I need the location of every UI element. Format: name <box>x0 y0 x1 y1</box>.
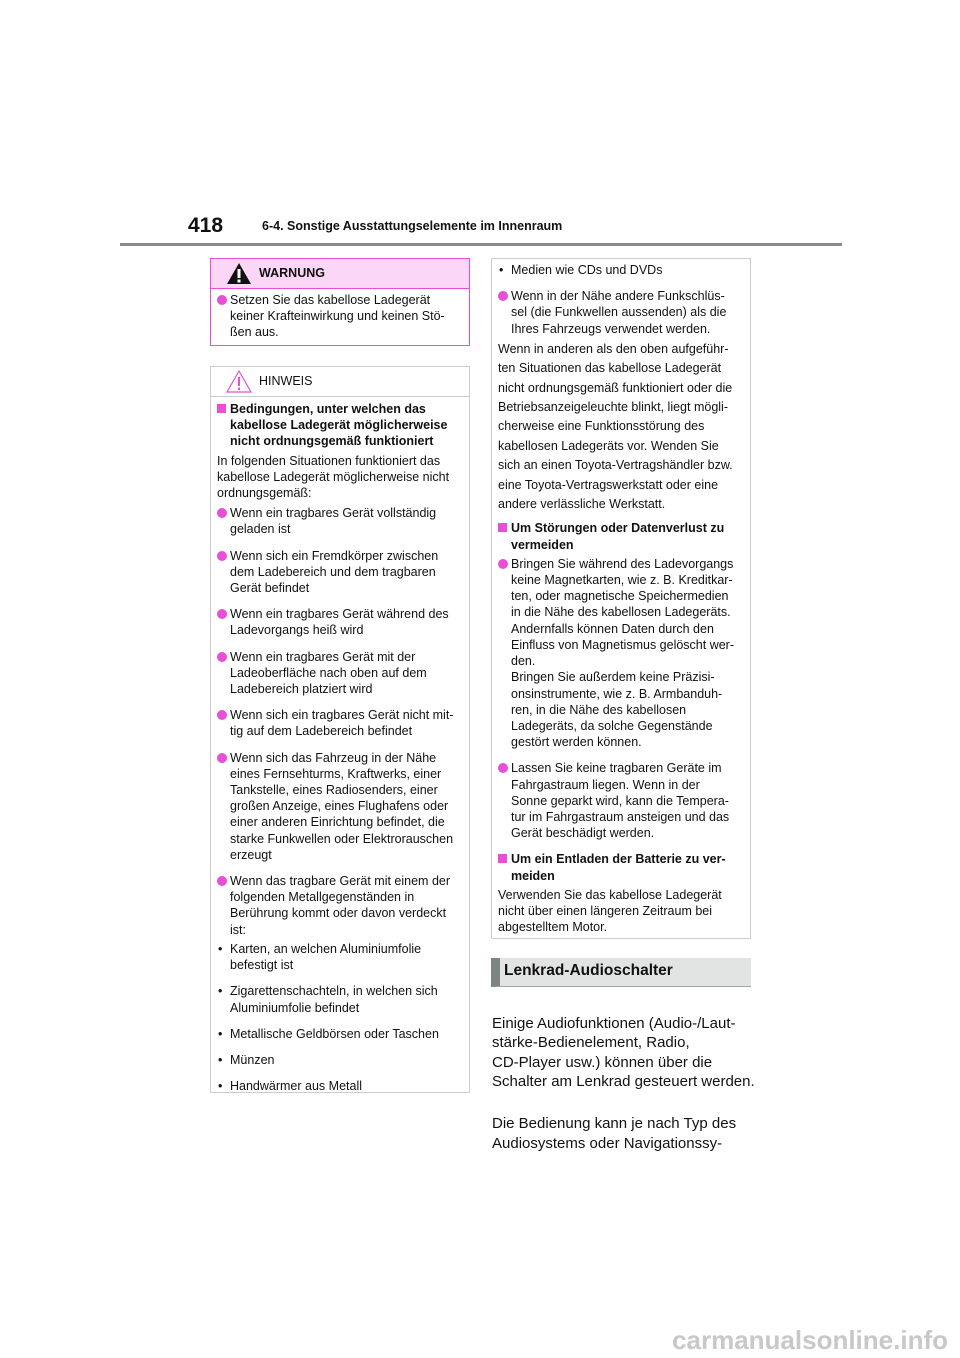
square-bullet-icon <box>217 404 226 413</box>
hint-item: Wenn in der Nähe andere Funkschlüs- sel (die Funkwellen aussenden) als die Ihres Fahrzeugs verwendet werden. <box>498 288 744 337</box>
warning-box <box>210 258 470 346</box>
hint-item: Wenn ein tragbares Gerät mit der Ladeoberfläche nach oben auf dem Ladebereich platziert wird <box>217 649 463 698</box>
hint-subitem: • Medien wie CDs und DVDs <box>498 262 744 278</box>
section-heading: Lenkrad-Audioschalter <box>491 958 751 987</box>
warning-title: WARNUNG <box>259 266 325 280</box>
hint-item: Wenn sich das Fahrzeug in der Nähe eines Fernsehturms, Kraftwerks, einer Tankstelle, eines Radiosenders, einer großen Anzeige, eines Flughafens oder einer anderen Einrichtung befindet, die starke Funkwellen oder Elektrorauschen erzeugt <box>217 750 463 863</box>
hint-item: Lassen Sie keine tragbaren Geräte im Fahrgastraum liegen. Wenn in der Sonne geparkt wird, kann die Tempera- tur im Fahrgastraum ansteigen und das Gerät beschädigt werden. <box>498 760 744 841</box>
hint-subitem: • Münzen <box>217 1052 463 1068</box>
hint-title: HINWEIS <box>259 374 313 388</box>
warning-item: Setzen Sie das kabellose Ladegerät keiner Krafteinwirkung und keinen Stö- ßen aus. <box>217 292 463 341</box>
hint-section-title: Um Störungen oder Datenverlust zu vermeiden <box>498 520 744 552</box>
hint-section-title: Bedingungen, unter welchen das kabellose Ladegerät möglicherweise nicht ordnungsgemäß funktioniert <box>217 401 463 450</box>
header-divider <box>120 243 842 246</box>
hint-paragraph: Wenn in anderen als den oben aufgeführ- ten Situationen das kabellose Ladegerät nicht ordnungsgemäß funktioniert oder die Betriebsanzeigeleuchte blinkt, liegt mögli- cherweise eine Funktionsstörung des kabellosen Ladegeräts vor. Wenden Sie sich an einen Toyota-Vertragshändler bzw. eine Toyota-Vertragswerkstatt oder eine andere verlässliche Werkstatt. <box>498 341 733 512</box>
hint-item: Wenn sich ein tragbares Gerät nicht mit- tig auf dem Ladebereich befindet <box>217 707 463 739</box>
hint-item: Wenn sich ein Fremdkörper zwischen dem Ladebereich und dem tragbaren Gerät befindet <box>217 548 463 597</box>
hint-item: Wenn ein tragbares Gerät während des Ladevorgangs heiß wird <box>217 606 463 638</box>
hint-box <box>210 366 470 1093</box>
hint-item: Bringen Sie während des Ladevorgangs keine Magnetkarten, wie z. B. Kreditkar- ten, oder magnetische Speichermedien in die Nähe des kabellosen Ladegeräts. Andernfalls können Daten durch den Einfluss von Magnetismus gelöscht wer- den. Bringen Sie außerdem keine Präzisi- onsinstrumente, wie z. B. Armbanduh- ren, in die Nähe des kabellosen Ladegeräts, da solche Gegenstände gestört werden können. <box>498 556 744 750</box>
warning-triangle-icon <box>226 262 252 285</box>
bullet-icon <box>217 295 227 305</box>
hint-subitem: • Handwärmer aus Metall <box>217 1078 463 1094</box>
body-paragraph: Die Bedienung kann je nach Typ des Audiosystems oder Navigationssy- <box>492 1115 737 1152</box>
hint-item: Wenn ein tragbares Gerät vollständig geladen ist <box>217 505 463 537</box>
hint-paragraph: Verwenden Sie das kabellose Ladegerät nicht über einen längeren Zeitraum bei abgestelltem Motor. <box>498 887 722 935</box>
caution-triangle-icon <box>226 370 252 393</box>
chapter-title: 6-4. Sonstige Ausstattungselemente im Innenraum <box>262 219 563 233</box>
hint-subitem: • Metallische Geldbörsen oder Taschen <box>217 1026 463 1042</box>
section-body <box>492 994 762 1176</box>
body-paragraph: Einige Audiofunktionen (Audio-/Laut- stärke-Bedienelement, Radio, CD-Player usw.) können über die Schalter am Lenkrad gesteuert werden. <box>492 1014 755 1090</box>
hint-subitem: • Karten, an welchen Aluminiumfolie befestigt ist <box>217 941 463 973</box>
watermark: carmanualsonline.info <box>672 1325 948 1355</box>
hint-subitem: • Zigarettenschachteln, in welchen sich Aluminiumfolie befindet <box>217 983 463 1015</box>
hint-section-title: Um ein Entladen der Batterie zu ver- meiden <box>498 851 744 883</box>
hint-box-continued <box>491 258 751 939</box>
hint-item: Wenn das tragbare Gerät mit einem der folgenden Metallgegenständen in Berührung kommt oder davon verdeckt ist: <box>217 873 463 938</box>
hint-intro: In folgenden Situationen funktioniert das kabellose Ladegerät möglicherweise nicht ordnungsgemäß: <box>217 453 450 501</box>
page-number: 418 <box>188 214 224 237</box>
